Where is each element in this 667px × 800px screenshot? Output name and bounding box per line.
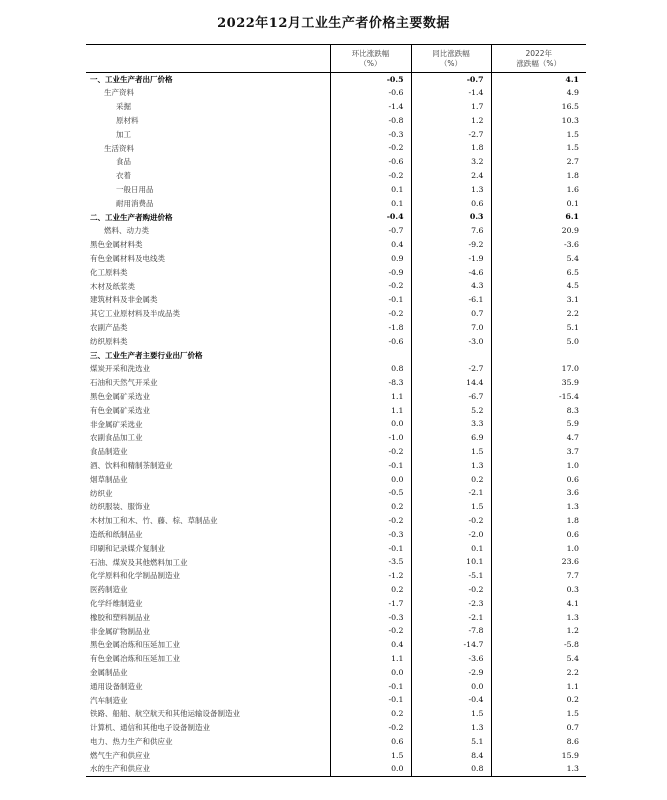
mom-value: 0.9 [330,252,411,266]
mom-value: -0.1 [330,293,411,307]
year-value: 1.5 [491,141,586,155]
mom-value: -0.7 [330,224,411,238]
row-label: 汽车制造业 [90,695,128,705]
table-row [86,514,586,528]
row-label: 烟草制品业 [90,474,128,484]
row-label: 橡胶和塑料制品业 [90,612,150,622]
yoy-value: 8.4 [411,749,491,763]
year-value: 1.3 [491,611,586,625]
mom-value: -0.2 [330,445,411,459]
year-value [491,348,586,362]
header-year-column [491,45,586,73]
year-value: 4.5 [491,279,586,293]
row-label: 木材加工和木、竹、藤、棕、草制品业 [90,516,218,526]
yoy-value: 0.6 [411,197,491,211]
row-label: 衣着 [116,171,131,181]
yoy-value: 7.6 [411,224,491,238]
mom-value: -0.2 [330,514,411,528]
row-label: 纺织服装、服饰业 [90,502,150,512]
yoy-value: 1.8 [411,141,491,155]
year-value: 5.4 [491,252,586,266]
yoy-value: 5.1 [411,735,491,749]
year-value: 4.9 [491,86,586,100]
row-label: 一、工业生产者出厂价格 [90,74,173,84]
year-value: 2.7 [491,155,586,169]
row-label: 黑色金属冶炼和压延加工业 [90,640,180,650]
table-row [86,583,586,597]
table-row [86,666,586,680]
year-value: 16.5 [491,100,586,114]
table-row [86,652,586,666]
year-value: 2.2 [491,666,586,680]
row-label: 有色金属冶炼和压延加工业 [90,654,180,664]
year-value: 5.0 [491,335,586,349]
table-row [86,362,586,376]
row-label: 纺织业 [90,488,113,498]
table-row [86,611,586,625]
table-row [86,431,586,445]
year-value: 1.0 [491,459,586,473]
row-label: 一般日用品 [116,185,154,195]
mom-value: -0.3 [330,611,411,625]
mom-value: -0.1 [330,680,411,694]
mom-value: -0.8 [330,114,411,128]
year-value: 6.1 [491,210,586,224]
table-row [86,707,586,721]
table-row [86,279,586,293]
year-value: 1.0 [491,542,586,556]
yoy-value: 0.0 [411,680,491,694]
year-value: -5.8 [491,638,586,652]
year-value: 8.6 [491,735,586,749]
mom-value [330,348,411,362]
table-row [86,252,586,266]
header-year-line1: 2022年 [525,49,553,59]
row-label: 电力、热力生产和供应业 [90,736,173,746]
mom-value: 0.1 [330,183,411,197]
section-row [86,210,586,224]
table-row [86,597,586,611]
year-value: 2.2 [491,307,586,321]
yoy-value: -2.3 [411,597,491,611]
row-label: 通用设备制造业 [90,681,143,691]
row-label: 生产资料 [104,88,134,98]
year-value: 1.5 [491,128,586,142]
row-label: 造纸和纸制品业 [90,529,143,539]
table-row [86,376,586,390]
yoy-value: -2.7 [411,128,491,142]
table-row [86,555,586,569]
yoy-value: 0.8 [411,762,491,776]
year-value: 0.7 [491,721,586,735]
yoy-value: 3.2 [411,155,491,169]
row-label: 化学原料和化学制品制造业 [90,571,180,581]
yoy-value: -0.2 [411,583,491,597]
header-year-line2: 涨跌幅（%） [516,58,562,68]
section-row [86,73,586,87]
page-title: 2022年12月工业生产者价格主要数据 [217,16,450,31]
mom-value: 1.1 [330,390,411,404]
header-item-column [86,45,330,73]
yoy-value: -3.0 [411,335,491,349]
table-row [86,417,586,431]
mom-value: -0.2 [330,307,411,321]
year-value: 10.3 [491,114,586,128]
mom-value: -0.9 [330,266,411,280]
table-body [86,73,586,777]
table-row [86,749,586,763]
yoy-value: 2.4 [411,169,491,183]
mom-value: 0.4 [330,638,411,652]
row-label: 化学纤维制造业 [90,598,143,608]
yoy-value: -6.1 [411,293,491,307]
row-label: 石油和天然气开采业 [90,378,158,388]
row-label: 原材料 [116,116,139,126]
mom-value: 0.2 [330,707,411,721]
table-row [86,238,586,252]
table-row [86,445,586,459]
yoy-value: -1.9 [411,252,491,266]
year-value: 7.7 [491,569,586,583]
year-value: 3.1 [491,293,586,307]
mom-value: -1.0 [330,431,411,445]
table-row [86,321,586,335]
row-label: 木材及纸浆类 [90,281,135,291]
yoy-value: 1.2 [411,114,491,128]
row-label: 印刷和记录媒介复制业 [90,543,165,553]
row-label: 化工原料类 [90,267,128,277]
section-row [86,348,586,362]
mom-value: -0.2 [330,279,411,293]
table-row [86,266,586,280]
yoy-value: 1.3 [411,721,491,735]
mom-value: 0.0 [330,473,411,487]
mom-value: 0.1 [330,197,411,211]
yoy-value: 14.4 [411,376,491,390]
row-label: 建筑材料及非金属类 [90,295,158,305]
yoy-value: -4.6 [411,266,491,280]
year-value: 20.9 [491,224,586,238]
yoy-value: 4.3 [411,279,491,293]
row-label: 非金属矿采选业 [90,419,143,429]
table-row [86,638,586,652]
year-value: 4.1 [491,73,586,87]
year-value: 1.8 [491,169,586,183]
table-row [86,680,586,694]
table-row [86,569,586,583]
mom-value: 0.0 [330,417,411,431]
yoy-value: -0.4 [411,693,491,707]
mom-value: -0.6 [330,86,411,100]
header-yoy-line1: 同比涨跌幅 [432,49,470,59]
yoy-value: 7.0 [411,321,491,335]
table-row [86,693,586,707]
row-label: 有色金属材料及电线类 [90,254,165,263]
mom-value: -1.8 [330,321,411,335]
mom-value: 0.4 [330,238,411,252]
yoy-value: -9.2 [411,238,491,252]
mom-value: -0.2 [330,624,411,638]
row-label: 石油、煤炭及其他燃料加工业 [90,557,188,567]
table-row [86,528,586,542]
year-value: -3.6 [491,238,586,252]
yoy-value: -1.4 [411,86,491,100]
year-value: 0.2 [491,693,586,707]
yoy-value: -2.1 [411,486,491,500]
yoy-value: -5.1 [411,569,491,583]
mom-value: -1.7 [330,597,411,611]
year-value: 15.9 [491,749,586,763]
table-row [86,459,586,473]
mom-value: -0.3 [330,528,411,542]
yoy-value: 0.2 [411,473,491,487]
table-row [86,183,586,197]
yoy-value: 1.7 [411,100,491,114]
year-value: 4.1 [491,597,586,611]
table-row [86,197,586,211]
table-row [86,335,586,349]
mom-value: 1.1 [330,652,411,666]
mom-value: -0.1 [330,459,411,473]
yoy-value: -2.0 [411,528,491,542]
row-label: 采掘 [116,102,131,112]
table-row [86,100,586,114]
row-label: 食品制造业 [90,447,128,457]
yoy-value: 0.3 [411,210,491,224]
yoy-value: 6.9 [411,431,491,445]
row-label: 食品 [116,157,131,167]
table-row [86,404,586,418]
year-value: 1.3 [491,762,586,776]
yoy-value: -6.7 [411,390,491,404]
table-row [86,735,586,749]
yoy-value: 1.5 [411,500,491,514]
mom-value: 0.0 [330,666,411,680]
row-label: 有色金属矿采选业 [90,405,150,415]
row-label: 三、工业生产者主要行业出厂价格 [90,350,203,360]
yoy-value: -14.7 [411,638,491,652]
year-value: 1.6 [491,183,586,197]
row-label: 生活资料 [104,143,134,153]
year-value: 5.9 [491,417,586,431]
year-value: 1.8 [491,514,586,528]
yoy-value: 5.2 [411,404,491,418]
year-value: 1.1 [491,680,586,694]
table-row [86,721,586,735]
mom-value: 0.0 [330,762,411,776]
mom-value: -0.2 [330,721,411,735]
row-label: 铁路、船舶、航空航天和其他运输设备制造业 [90,709,240,719]
year-value: 6.5 [491,266,586,280]
header-mom-line1: 环比涨跌幅 [351,49,390,59]
row-label: 黑色金属矿采选业 [90,391,150,401]
mom-value: -0.6 [330,155,411,169]
table-row [86,486,586,500]
year-value: -15.4 [491,390,586,404]
mom-value: 1.1 [330,404,411,418]
year-value: 3.6 [491,486,586,500]
yoy-value: -3.6 [411,652,491,666]
row-label: 医药制造业 [90,585,128,595]
yoy-value: 1.3 [411,183,491,197]
row-label: 耐用消费品 [116,198,154,208]
yoy-value: 10.1 [411,555,491,569]
row-label: 纺织原料类 [90,336,128,346]
header-mom-line2: （%） [359,58,382,68]
mom-value: 0.8 [330,362,411,376]
row-label: 黑色金属材料类 [90,240,143,250]
yoy-value: 3.3 [411,417,491,431]
mom-value: -0.6 [330,335,411,349]
table-row [86,141,586,155]
table-row [86,390,586,404]
row-label: 农副产品类 [90,322,128,332]
mom-value: -1.4 [330,100,411,114]
yoy-value: -2.9 [411,666,491,680]
row-label: 金属制品业 [90,667,128,677]
mom-value: -0.5 [330,73,411,87]
year-value: 3.7 [491,445,586,459]
price-data-table [86,44,586,777]
yoy-value: -0.7 [411,73,491,87]
mom-value: -3.5 [330,555,411,569]
table-row [86,169,586,183]
mom-value: -0.3 [330,128,411,142]
row-label: 燃气生产和供应业 [90,750,150,760]
mom-value: -8.3 [330,376,411,390]
table-header-row [86,45,586,73]
mom-value: 0.2 [330,583,411,597]
year-value: 5.4 [491,652,586,666]
table-row [86,542,586,556]
row-label: 其它工业原材料及半成品类 [90,309,180,319]
year-value: 1.2 [491,624,586,638]
row-label: 酒、饮料和精制茶制造业 [90,460,173,470]
mom-value: 0.6 [330,735,411,749]
table-row [86,624,586,638]
mom-value: -0.5 [330,486,411,500]
year-value: 1.5 [491,707,586,721]
year-value: 0.6 [491,528,586,542]
table-row [86,500,586,514]
header-yoy-line2: （%） [439,58,463,68]
table-row [86,307,586,321]
row-label: 计算机、通信和其他电子设备制造业 [90,723,210,733]
yoy-value: 1.5 [411,707,491,721]
mom-value: -0.1 [330,693,411,707]
yoy-value: 1.3 [411,459,491,473]
year-value: 8.3 [491,404,586,418]
year-value: 5.1 [491,321,586,335]
year-value: 0.3 [491,583,586,597]
mom-value: -0.2 [330,141,411,155]
yoy-value [411,348,491,362]
row-label: 加工 [116,129,131,139]
mom-value: 0.2 [330,500,411,514]
table-row [86,224,586,238]
yoy-value: -2.7 [411,362,491,376]
row-label: 水的生产和供应业 [86,762,330,776]
table-row [86,114,586,128]
row-label: 二、工业生产者购进价格 [90,212,173,222]
mom-value: -0.4 [330,210,411,224]
table-row [86,293,586,307]
year-value: 35.9 [491,376,586,390]
header-yoy-column [411,45,491,73]
yoy-value: 0.7 [411,307,491,321]
year-value: 1.3 [491,500,586,514]
year-value: 4.7 [491,431,586,445]
table-row [86,473,586,487]
row-label: 燃料、动力类 [104,226,149,236]
mom-value: -0.2 [330,169,411,183]
yoy-value: -0.2 [411,514,491,528]
yoy-value: 0.1 [411,542,491,556]
year-value: 0.1 [491,197,586,211]
table-row [86,86,586,100]
row-label: 非金属矿物制品业 [90,626,150,636]
row-label: 煤炭开采和洗选业 [90,364,150,374]
mom-value: -0.1 [330,542,411,556]
row-label: 农副食品加工业 [90,433,143,443]
table-row [86,762,586,776]
yoy-value: -2.1 [411,611,491,625]
year-value: 23.6 [491,555,586,569]
year-value: 0.6 [491,473,586,487]
header-mom-column [330,45,411,73]
year-value: 17.0 [491,362,586,376]
mom-value: 1.5 [330,749,411,763]
table-row [86,128,586,142]
yoy-value: -7.8 [411,624,491,638]
table-row [86,155,586,169]
yoy-value: 1.5 [411,445,491,459]
mom-value: -1.2 [330,569,411,583]
